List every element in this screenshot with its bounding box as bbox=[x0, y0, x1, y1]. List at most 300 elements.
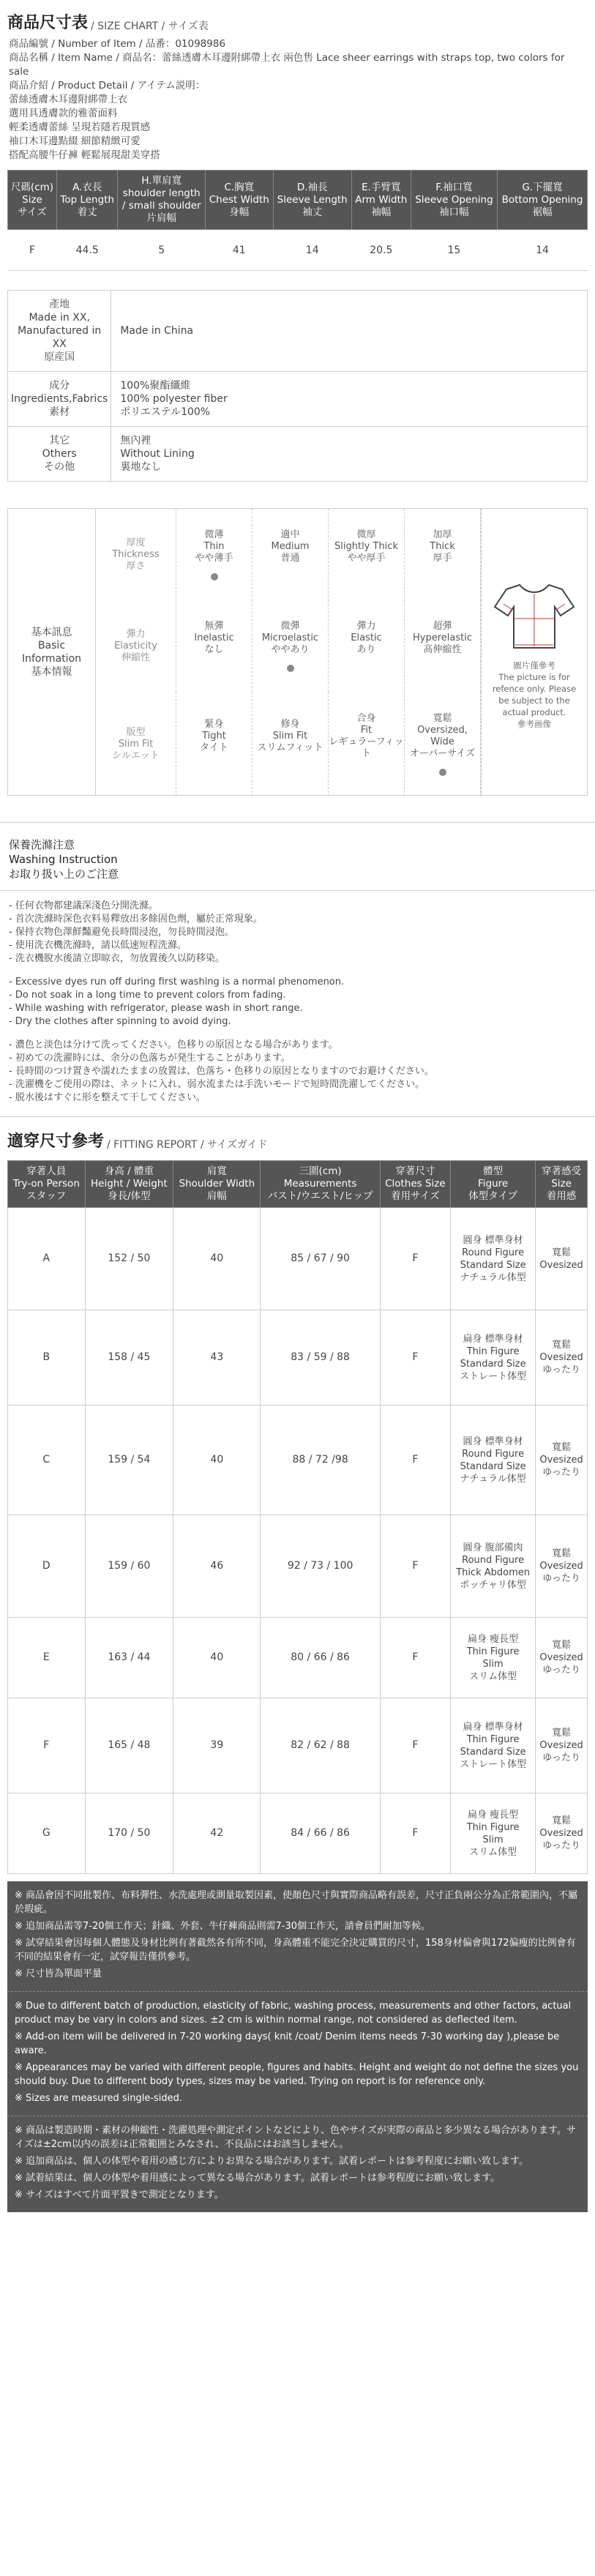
picture-caption-text: 圖片僅參考 bbox=[513, 660, 555, 671]
washing-line: - 濃色と淡色は分けて洗ってください。色移りの原因となる場合があります。 bbox=[9, 1039, 338, 1050]
fitting-header-cell bbox=[261, 1161, 380, 1208]
size-cell: F bbox=[8, 230, 57, 271]
attribute-option-text: Hyperelastic bbox=[413, 632, 472, 643]
attribute-name-text: 彈力 bbox=[126, 628, 146, 640]
figure-text: Round Figure bbox=[462, 1247, 525, 1258]
attribute-option-text: Inelastic bbox=[194, 632, 234, 643]
attribute-option bbox=[405, 509, 481, 600]
size-header-text: H.單肩寬 bbox=[141, 175, 182, 187]
washing-line: - While washing with refrigerator, please wash in short range. bbox=[9, 1003, 303, 1014]
info-line: 蕾絲透膚木耳邊附綁帶上衣 bbox=[9, 94, 127, 105]
fitting-header-text: Clothes Size bbox=[385, 1178, 446, 1190]
size-header-text: Arm Width bbox=[355, 193, 408, 206]
size-header-cell bbox=[206, 171, 274, 230]
attribute-option-text: 厚手 bbox=[433, 552, 452, 564]
attribute-option-text: 普通 bbox=[280, 552, 300, 564]
washing-line: - Excessive dyes run off during first washing is a normal phenomenon. bbox=[9, 977, 345, 988]
washing-line: - 使用洗衣機洗滌時，請以低速短程洗滌。 bbox=[9, 940, 187, 951]
figure-cell bbox=[451, 1515, 536, 1618]
basic-label-text: 基本訊息 bbox=[31, 626, 72, 638]
washing-line: - 洗衣機脫水後請立即晾衣，勿放置後久以防移染。 bbox=[9, 953, 225, 964]
material-value-text: ポリエステル100% bbox=[120, 406, 211, 418]
fitting-table bbox=[7, 1160, 588, 1874]
feel-text: ゆったり bbox=[542, 1665, 581, 1676]
attribute-option-text: オーバーサイズ bbox=[409, 747, 476, 759]
tshirt-icon bbox=[490, 575, 578, 655]
material-row bbox=[8, 372, 588, 427]
attribute-name-text: Elasticity bbox=[114, 640, 157, 652]
feel-text: 寬鬆 bbox=[552, 1340, 572, 1351]
figure-text: Standard Size bbox=[460, 1358, 526, 1370]
size-table-body bbox=[8, 230, 588, 271]
feel-text: Ovesized bbox=[539, 1652, 583, 1663]
figure-text: Thin Figure bbox=[466, 1821, 520, 1833]
attribute-option-text: 適中 bbox=[280, 529, 300, 540]
figure-cell bbox=[451, 1698, 536, 1793]
feel-text: 寬鬆 bbox=[552, 1640, 572, 1651]
height-weight-cell: 159 / 54 bbox=[85, 1405, 173, 1515]
fitting-header-text: 体型タイプ bbox=[468, 1190, 518, 1202]
figure-text: スリム体型 bbox=[469, 1846, 517, 1858]
materials-table bbox=[7, 290, 588, 482]
size-header-text: Bottom Opening bbox=[501, 193, 583, 206]
figure-cell bbox=[451, 1405, 536, 1515]
size-header-text: Sleeve Opening bbox=[415, 193, 493, 206]
figure-text: Slim bbox=[482, 1658, 504, 1670]
picture-caption-text: The picture is for refence only. Please be subject to the actual product. bbox=[492, 671, 577, 717]
clothes-size-cell: F bbox=[380, 1515, 450, 1618]
feel-cell bbox=[536, 1405, 588, 1515]
clothes-size-cell: F bbox=[380, 1310, 450, 1405]
attribute-option-text: なし bbox=[204, 643, 224, 655]
fitting-header-text: Size bbox=[551, 1178, 572, 1190]
clothes-size-cell: F bbox=[380, 1793, 450, 1874]
figure-text: 圓身 標準身材 bbox=[463, 1436, 523, 1447]
size-cell: 5 bbox=[118, 230, 206, 271]
fitting-header-text: 身長/体型 bbox=[108, 1190, 151, 1202]
shoulder-cell: 46 bbox=[173, 1515, 261, 1618]
figure-text: Slim bbox=[482, 1834, 504, 1845]
attribute-name-text: 伸縮性 bbox=[121, 652, 150, 663]
material-label-text: 其它 bbox=[49, 435, 70, 447]
size-header-text: 片肩幅 bbox=[146, 212, 176, 224]
feel-cell bbox=[536, 1698, 588, 1793]
measurements-cell: 80 / 66 / 86 bbox=[261, 1618, 380, 1698]
info-line: 商品介紹 / Product Detail / アイテム説明： bbox=[9, 80, 206, 92]
note-line: ※ 追加商品需等7-20個工作天；針織、外套、牛仔褲商品則需7-30個工作天，請會員們耐加等候。 bbox=[15, 1921, 431, 1932]
size-header-text: / small shoulder bbox=[121, 200, 201, 212]
note-line: ※ 試着結果は、個人の体型や着用感によって異なる場合があります。試着レポートは参考程度にお願い致します。 bbox=[15, 2173, 500, 2184]
info-line: 搭配高腰牛仔褲 輕鬆展現甜美穿搭 bbox=[9, 149, 160, 161]
attribute-option-text: 超彈 bbox=[433, 620, 452, 632]
fitting-header-cell bbox=[173, 1161, 261, 1208]
feel-text: 寬鬆 bbox=[552, 1815, 572, 1826]
note-line: ※ 試穿結果會因每個人體態及身材比例有著截然各有所不同，身高體重不能完全決定購買的尺寸，158身材偏會與172偏瘦的比例會有不同的結果會有一定，試穿報告僅供參考。 bbox=[15, 1938, 576, 1963]
fitting-row bbox=[8, 1310, 588, 1405]
feel-text: ゆったり bbox=[542, 1840, 581, 1851]
material-label-text: Others bbox=[42, 448, 77, 460]
fitting-row bbox=[8, 1793, 588, 1874]
material-label bbox=[8, 427, 111, 482]
attribute-option-text: 緊身 bbox=[204, 718, 224, 730]
info-line: 商品名稱 / Item Name / 商品名：蕾絲透膚木耳邊附綁帶上衣 兩色售 Lace sheer earrings with straps top, two colors for sale bbox=[9, 52, 565, 78]
feel-cell bbox=[536, 1310, 588, 1405]
fitting-table-body bbox=[8, 1208, 588, 1874]
washing-line: - 保持衣物色澤鮮豔避免長時間浸泡，勿長時間浸泡。 bbox=[9, 927, 234, 938]
fitting-table-header bbox=[8, 1161, 588, 1208]
size-header-cell bbox=[273, 171, 351, 230]
feel-text: Ovesized bbox=[539, 1828, 583, 1839]
height-weight-cell: 163 / 44 bbox=[85, 1618, 173, 1698]
person-cell: G bbox=[8, 1793, 86, 1874]
size-header-cell bbox=[8, 171, 57, 230]
basic-label-text: 基本情報 bbox=[31, 665, 72, 678]
figure-cell bbox=[451, 1793, 536, 1874]
size-cell: 20.5 bbox=[351, 230, 411, 271]
attribute-option-text: Elastic bbox=[351, 632, 382, 643]
size-chart-title bbox=[0, 0, 595, 37]
fitting-row bbox=[8, 1208, 588, 1310]
fitting-header-text: 着用サイズ bbox=[391, 1190, 440, 1202]
size-header-text: Size bbox=[22, 193, 42, 206]
attribute-option-text: あり bbox=[356, 643, 376, 655]
size-header-text: E.手臂寬 bbox=[362, 181, 401, 193]
figure-text: 扁身 瘦長型 bbox=[468, 1633, 519, 1645]
basic-information-grid bbox=[96, 509, 481, 795]
size-header-text: 袖口幅 bbox=[439, 206, 469, 218]
person-cell: E bbox=[8, 1618, 86, 1698]
shoulder-cell: 42 bbox=[173, 1793, 261, 1874]
measurements-cell: 85 / 67 / 90 bbox=[261, 1208, 380, 1310]
figure-text: Thin Figure bbox=[466, 1345, 520, 1357]
person-cell: A bbox=[8, 1208, 86, 1310]
attribute-name-text: 版型 bbox=[126, 726, 146, 738]
fitting-title-main: 適穿尺寸參考 bbox=[7, 1132, 105, 1151]
washing-title-text: Washing Instruction bbox=[9, 853, 118, 866]
material-label-text: 成分 bbox=[49, 380, 70, 392]
height-weight-cell: 158 / 45 bbox=[85, 1310, 173, 1405]
fitting-header-text: Figure bbox=[478, 1178, 509, 1190]
size-header-text: C.胸寬 bbox=[224, 181, 255, 193]
fitting-header-cell bbox=[451, 1161, 536, 1208]
info-line: 袖口木耳邊點綴 細節精緻可愛 bbox=[9, 135, 141, 147]
selected-dot bbox=[287, 665, 294, 672]
size-header-text: 着丈 bbox=[77, 206, 97, 218]
basic-information bbox=[7, 508, 588, 796]
fitting-header-cell bbox=[8, 1161, 86, 1208]
attribute-option-text: ややあり bbox=[271, 643, 310, 655]
fitting-header-text: 穿著感受 bbox=[542, 1165, 582, 1177]
attribute-option bbox=[252, 692, 329, 796]
note-line: ※ 追加商品は、個人の体型や着用の感じ方によりお異なる場合があります。試着レポートは参考程度にお願い致します。 bbox=[15, 2156, 528, 2167]
attribute-option-text: Slightly Thick bbox=[334, 540, 398, 552]
shoulder-cell: 40 bbox=[173, 1405, 261, 1515]
size-header-text: G.下擺寬 bbox=[522, 181, 563, 193]
size-cell: 14 bbox=[498, 230, 588, 271]
size-header-cell bbox=[56, 171, 117, 230]
note-line: ※ 商品會因不同批製作、布料彈性、水洗處理或測量取製因素，使顏色尺寸與實際商品略有誤差，尺寸正負兩公分為正常範圍內，不屬於瑕疵。 bbox=[15, 1890, 578, 1915]
fitting-header-text: 三圍(cm) bbox=[299, 1165, 342, 1177]
feel-text: Ovesized bbox=[539, 1561, 583, 1572]
feel-text: ゆったり bbox=[542, 1467, 581, 1478]
fitting-title bbox=[0, 1117, 595, 1156]
clothes-size-cell: F bbox=[380, 1618, 450, 1698]
height-weight-cell: 152 / 50 bbox=[85, 1208, 173, 1310]
person-cell: D bbox=[8, 1515, 86, 1618]
feel-text: ゆったり bbox=[542, 1573, 581, 1584]
height-weight-cell: 170 / 50 bbox=[85, 1793, 173, 1874]
figure-text: Standard Size bbox=[460, 1746, 526, 1758]
size-header-cell bbox=[351, 171, 411, 230]
size-header-text: 裾幅 bbox=[532, 206, 553, 218]
attribute-option-text: Thick bbox=[430, 540, 455, 552]
note-line: ※ 商品は製造時期・素材の伸縮性・洗濯処理や測定ポイントなどにより、色やサイズが実際の商品と多少異なる場合があります。サイズは±2cm以内の誤差は正常範囲とみなされ、不良品にはお該当しません。 bbox=[15, 2125, 576, 2150]
attribute-option-text: 高伸縮性 bbox=[423, 643, 462, 655]
figure-text: ナチュラル体型 bbox=[460, 1473, 526, 1485]
fitting-row bbox=[8, 1515, 588, 1618]
figure-text: スリム体型 bbox=[469, 1670, 517, 1682]
attribute-option bbox=[252, 509, 329, 600]
size-header-text: A.衣長 bbox=[72, 181, 102, 193]
product-info bbox=[0, 37, 595, 163]
clothes-size-cell: F bbox=[380, 1405, 450, 1515]
attribute-option-text: 無彈 bbox=[204, 620, 224, 632]
fitting-header-text: 穿著尺寸 bbox=[395, 1165, 435, 1177]
attribute-option-text: レギュラーフィット bbox=[329, 736, 404, 759]
size-chart-title-main: 商品尺寸表 bbox=[7, 14, 89, 32]
attribute-option-text: 加厚 bbox=[433, 529, 452, 540]
size-header-cell bbox=[498, 171, 588, 230]
attribute-option-text: Microelastic bbox=[261, 632, 319, 643]
fitting-header-text: スタッフ bbox=[26, 1190, 67, 1202]
size-header-text: Chest Width bbox=[209, 193, 269, 206]
feel-cell bbox=[536, 1515, 588, 1618]
figure-cell bbox=[451, 1618, 536, 1698]
feel-text: 寬鬆 bbox=[552, 1442, 572, 1453]
feel-text: 寬鬆 bbox=[552, 1247, 572, 1258]
attribute-option-text: Thin bbox=[203, 540, 225, 552]
attribute-option bbox=[405, 600, 481, 692]
attribute-option-text: スリムフィット bbox=[257, 742, 323, 753]
attribute-option-text: Fit bbox=[360, 724, 373, 736]
attribute-option-text: 微薄 bbox=[204, 529, 224, 540]
size-table-header bbox=[8, 171, 588, 230]
size-cell: 14 bbox=[273, 230, 351, 271]
washing-group-zh bbox=[9, 900, 586, 966]
size-chart-title-sub: / SIZE CHART / サイズ表 bbox=[91, 20, 209, 32]
selected-dot bbox=[439, 769, 446, 776]
attribute-option-text: やや厚手 bbox=[347, 552, 386, 564]
note-line: ※ Due to different batch of production, elasticity of fabric, washing process, measurements and other factors, actual product may be vary in colors and sizes. ±2 cm is within normal range, not considered as deflected item. bbox=[15, 2001, 572, 2026]
size-cell: 15 bbox=[411, 230, 497, 271]
attribute-option-text: 微厚 bbox=[356, 529, 376, 540]
material-value bbox=[111, 427, 588, 482]
note-line: ※ Add-on item will be delivered in 7-20 working days( knit /coat/ Denim items needs 7-30 working day ),please be aware. bbox=[15, 2031, 560, 2056]
fitting-header-text: 着用感 bbox=[546, 1190, 577, 1202]
washing-line: - 任何衣物都建議深淺色分開洗滌。 bbox=[9, 900, 158, 911]
feel-text: ゆったり bbox=[542, 1364, 581, 1375]
attribute-option-text: Tight bbox=[202, 730, 226, 742]
attribute-name-text: シルエット bbox=[112, 750, 160, 761]
material-label-text: Made in XX, Manufactured in XX bbox=[18, 312, 102, 350]
material-label bbox=[8, 291, 111, 372]
attribute-option-text: Slim Fit bbox=[272, 730, 308, 742]
figure-cell bbox=[451, 1208, 536, 1310]
figure-text: 圓身 腹部備肉 bbox=[463, 1542, 523, 1553]
size-row bbox=[8, 230, 588, 271]
notes-panel bbox=[7, 1881, 588, 2212]
attribute-name-text: Slim Fit bbox=[118, 738, 154, 750]
washing-group-en bbox=[9, 976, 586, 1028]
fitting-header-text: Height / Weight bbox=[90, 1178, 168, 1190]
measurements-cell: 88 / 72 /98 bbox=[261, 1405, 380, 1515]
measurements-cell: 84 / 66 / 86 bbox=[261, 1793, 380, 1874]
notes-block-zh bbox=[7, 1881, 588, 1992]
notes-block-jp bbox=[7, 2116, 588, 2212]
figure-text: ナチュラル体型 bbox=[460, 1272, 526, 1283]
fitting-header-text: Measurements bbox=[283, 1178, 357, 1190]
attribute-option-text: 修身 bbox=[280, 718, 300, 730]
fitting-header-cell bbox=[85, 1161, 173, 1208]
washing-line: - Do not soak in a long time to prevent colors from fading. bbox=[9, 990, 286, 1001]
attribute-option bbox=[176, 692, 252, 796]
feel-cell bbox=[536, 1793, 588, 1874]
material-label-text: 素材 bbox=[49, 406, 70, 418]
height-weight-cell: 165 / 48 bbox=[85, 1698, 173, 1793]
material-label-text: 產地 bbox=[49, 299, 70, 310]
attribute-option-text: 彈力 bbox=[356, 620, 376, 632]
figure-text: Thin Figure bbox=[466, 1646, 520, 1657]
attribute-name-text: 厚さ bbox=[126, 560, 146, 572]
attribute-option-text: 微彈 bbox=[280, 620, 300, 632]
washing-body bbox=[0, 891, 595, 1116]
clothes-size-cell: F bbox=[380, 1698, 450, 1793]
measurements-cell: 83 / 59 / 88 bbox=[261, 1310, 380, 1405]
washing-line: - Dry the clothes after spinning to avoid dying. bbox=[9, 1016, 231, 1027]
size-header-text: 尺碼(cm) bbox=[10, 181, 54, 193]
attribute-option bbox=[176, 509, 252, 600]
garment-picture bbox=[481, 509, 587, 795]
shoulder-cell: 40 bbox=[173, 1208, 261, 1310]
measurements-cell: 92 / 73 / 100 bbox=[261, 1515, 380, 1618]
feel-text: 寬鬆 bbox=[552, 1548, 572, 1559]
feel-text: ゆったり bbox=[542, 1752, 581, 1763]
info-line: 選用具透膚款的雅蕾面料 bbox=[9, 108, 118, 119]
basic-information-label bbox=[8, 509, 96, 795]
fitting-title-sub: / FITTING REPORT / サイズガイド bbox=[107, 1139, 268, 1151]
fitting-header-text: 體型 bbox=[483, 1165, 504, 1177]
washing-title-text: お取り扱い上のご注意 bbox=[9, 867, 119, 881]
figure-text: 扁身 標準身材 bbox=[463, 1721, 523, 1733]
size-header-text: F.袖口寬 bbox=[435, 181, 473, 193]
fitting-header-text: 肩幅 bbox=[206, 1190, 227, 1202]
washing-line: - 脱水後はすぐに形を整えて干してください。 bbox=[9, 1092, 206, 1103]
note-line: ※ Appearances may be varied with different people, figures and habits. Height and weight do not define the sizes you should buy. Due to different body types, sizes may be varied. Trying on report is for reference only. bbox=[15, 2062, 579, 2087]
attribute-name bbox=[96, 509, 176, 600]
size-header-text: 身幅 bbox=[229, 206, 250, 218]
washing-title-text: 保養洗滌注意 bbox=[9, 838, 75, 851]
attribute-option-text: Oversized, Wide bbox=[417, 724, 468, 747]
fitting-header-text: Shoulder Width bbox=[179, 1178, 255, 1190]
fitting-header-cell bbox=[536, 1161, 588, 1208]
size-header-text: 袖丈 bbox=[302, 206, 323, 218]
washing-line: - 洗濯機をご使用の際は、ネットに入れ、弱水流または手洗いモードで短時間洗濯してください。 bbox=[9, 1079, 425, 1090]
fitting-row bbox=[8, 1698, 588, 1793]
fitting-header-text: 穿著人員 bbox=[26, 1165, 67, 1177]
basic-label-text: Basic Information bbox=[21, 639, 82, 665]
material-value-text: 無內裡 bbox=[120, 435, 151, 447]
info-line: 商品編號 / Number of Item / 品番：01098986 bbox=[9, 38, 226, 50]
person-cell: C bbox=[8, 1405, 86, 1515]
material-row bbox=[8, 291, 588, 372]
fitting-row bbox=[8, 1405, 588, 1515]
washing-line: - 初めての洗濯時には、余分の色落ちが発生することがあります。 bbox=[9, 1053, 291, 1064]
attribute-option bbox=[329, 509, 405, 600]
size-cell: 44.5 bbox=[56, 230, 117, 271]
person-cell: B bbox=[8, 1310, 86, 1405]
size-cell: 41 bbox=[206, 230, 274, 271]
material-row bbox=[8, 427, 588, 482]
attribute-name bbox=[96, 692, 176, 796]
size-header-cell bbox=[411, 171, 497, 230]
material-value bbox=[111, 291, 588, 372]
attribute-option bbox=[405, 692, 481, 796]
feel-text: Ovesized bbox=[539, 1259, 583, 1271]
figure-text: Round Figure bbox=[462, 1554, 525, 1566]
figure-text: 圓身 標準身材 bbox=[463, 1234, 523, 1246]
feel-text: Ovesized bbox=[539, 1455, 583, 1466]
figure-text: Round Figure bbox=[462, 1448, 525, 1460]
size-table bbox=[7, 170, 588, 271]
clothes-size-cell: F bbox=[380, 1208, 450, 1310]
attribute-option bbox=[329, 692, 405, 796]
size-header-text: shoulder length bbox=[122, 187, 201, 199]
notes-block-en bbox=[7, 1992, 588, 2116]
figure-cell bbox=[451, 1310, 536, 1405]
shoulder-cell: 40 bbox=[173, 1618, 261, 1698]
figure-text: Thick Abdomen bbox=[456, 1567, 531, 1578]
material-value-text: 裏地なし bbox=[120, 461, 162, 473]
material-value-text: 100%聚酯纖維 bbox=[120, 380, 191, 392]
attribute-option-text: Medium bbox=[271, 540, 310, 552]
size-header-text: D.袖長 bbox=[296, 181, 328, 193]
material-label bbox=[8, 372, 111, 427]
note-line: ※ 尺寸皆為單面平量 bbox=[15, 1968, 102, 1979]
washing-group-jp bbox=[9, 1039, 586, 1105]
fitting-header-text: 肩寬 bbox=[206, 1165, 227, 1177]
figure-text: ストレート体型 bbox=[460, 1370, 527, 1382]
feel-text: Ovesized bbox=[539, 1352, 583, 1363]
size-header-text: サイズ bbox=[18, 206, 47, 218]
attribute-option bbox=[176, 600, 252, 692]
attribute-name-text: 厚度 bbox=[126, 537, 146, 548]
feel-text: Ovesized bbox=[539, 1740, 583, 1751]
selected-dot bbox=[211, 573, 218, 580]
washing-title bbox=[0, 823, 595, 891]
attribute-name bbox=[96, 600, 176, 692]
figure-text: Standard Size bbox=[460, 1259, 526, 1271]
measurements-cell: 82 / 62 / 88 bbox=[261, 1698, 380, 1793]
info-line: 輕柔透膚蕾絲 呈現若隱若現質感 bbox=[9, 122, 151, 133]
material-value bbox=[111, 372, 588, 427]
material-label-text: 原産国 bbox=[44, 351, 75, 363]
fitting-header-text: バスト/ウエスト/ヒップ bbox=[267, 1190, 373, 1202]
washing-line: - 長時間のつけ置きや濡れたままの放置は、色落ち・色移りの原因となりますのでお避けください。 bbox=[9, 1066, 434, 1077]
basic-label-wrap bbox=[8, 626, 95, 679]
material-value-text: Made in China bbox=[120, 325, 194, 337]
figure-text: ポッチャリ体型 bbox=[460, 1579, 526, 1591]
figure-text: Thin Figure bbox=[466, 1733, 520, 1745]
